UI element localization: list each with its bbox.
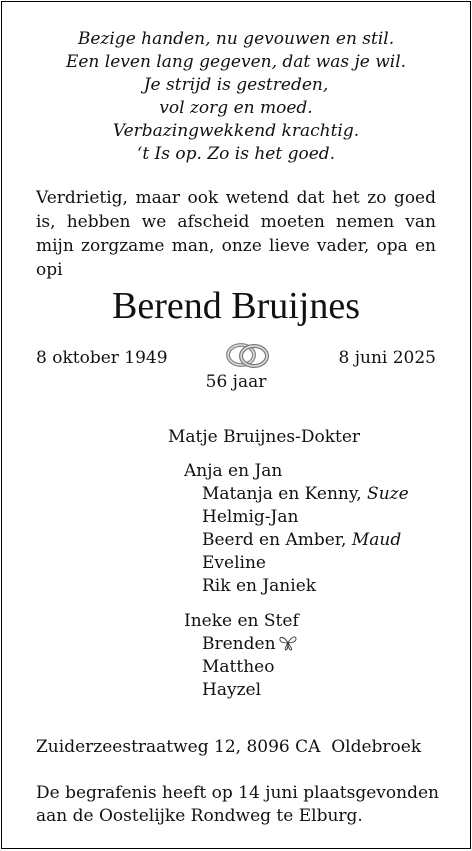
family-group: [184, 610, 299, 702]
list-item: Helmig-Jan: [202, 507, 299, 527]
funeral-notice: De begrafenis heeft op 14 juni plaatsgevonden aan de Oostelijke Rondweg te Elburg.: [36, 783, 439, 826]
list-item: Mattheo: [202, 657, 275, 677]
age: 56 jaar: [205, 372, 267, 392]
poem: [2, 28, 470, 166]
family-group: [184, 460, 409, 598]
death-date: 8 juni 2025: [338, 348, 436, 368]
poem-line: vol zorg en moed.: [159, 98, 313, 118]
spouse-name: Matje Bruijnes-Dokter: [168, 427, 361, 447]
group-head: Ineke en Stef: [184, 611, 299, 631]
list-item: Beerd en Amber, Maud: [202, 530, 402, 550]
list-item: Matanja en Kenny, Suze: [202, 484, 409, 504]
address: Zuiderzeestraatweg 12, 8096 CA Oldebroek: [36, 737, 422, 757]
poem-line: Bezige handen, nu gevouwen en stil.: [77, 29, 395, 49]
poem-line: Een leven lang gegeven, dat was je wil.: [65, 52, 407, 72]
obituary-card: [1, 1, 471, 849]
list-item: Rik en Janiek: [202, 576, 317, 596]
poem-line: Verbazingwekkend krachtig.: [112, 121, 360, 141]
intro-text: Verdrietig, maar ook wetend dat het zo goed is, hebben we afscheid moeten nemen van mijn zorgzame man, onze lieve vader, opa en opi: [36, 188, 436, 280]
poem-line: Je strijd is gestreden,: [143, 75, 329, 95]
deceased-name: Berend Bruijnes: [111, 285, 360, 327]
butterfly-icon: [278, 634, 298, 652]
list-item: Eveline: [202, 553, 266, 573]
birth-date: 8 oktober 1949: [36, 348, 168, 368]
poem-line: ‘t Is op. Zo is het goed.: [136, 144, 336, 164]
wedding-rings-icon: [222, 339, 274, 371]
group-head: Anja en Jan: [184, 461, 283, 481]
list-item: Brenden: [184, 633, 299, 656]
list-item: Hayzel: [202, 680, 262, 700]
